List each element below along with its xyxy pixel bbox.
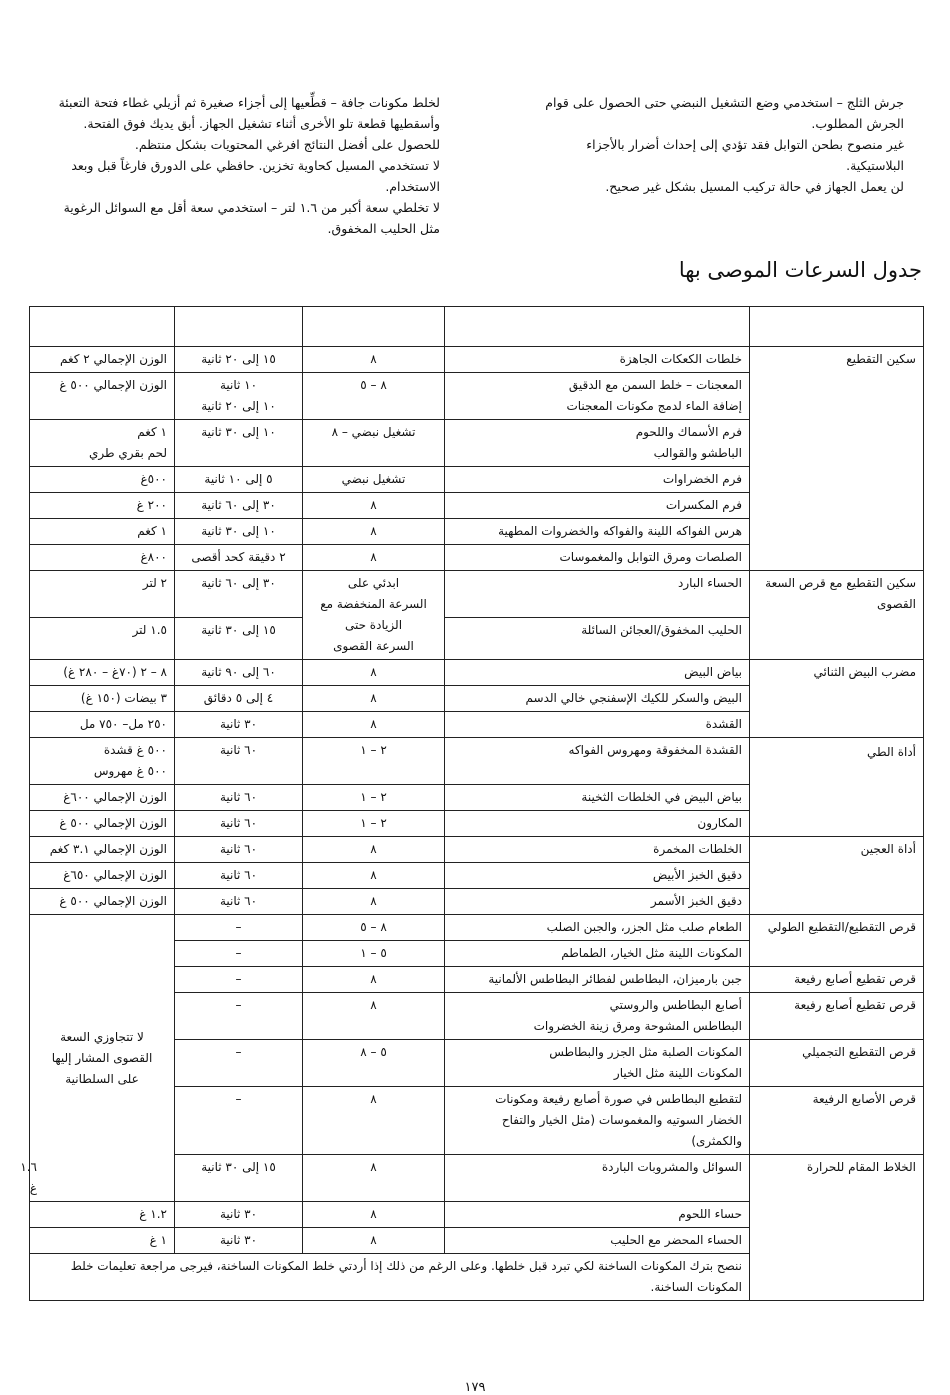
qty-cell: الوزن الإجمالي ٥٠٠ غ xyxy=(30,889,175,915)
qty-cell: ٨ – ٢ (٧٠غ – ٢٨٠ غ) xyxy=(30,660,175,686)
speed-cell: ٨ xyxy=(303,545,445,571)
time-cell: – xyxy=(175,915,303,941)
intro-line: البلاستيكية. xyxy=(846,158,904,173)
tool-cell: سكين التقطيع مع قرص السعة القصوى xyxy=(750,571,924,660)
speed-cell: ٨ xyxy=(303,1087,445,1155)
speed-cell: ٨ xyxy=(303,993,445,1040)
speed-cell: تشغيل نبضي xyxy=(303,467,445,493)
food-cell: فرم المكسرات xyxy=(445,493,750,519)
food-cell: دقيق الخبز الأبيض xyxy=(445,863,750,889)
page-number: ١٧٩ xyxy=(464,1380,486,1395)
food-cell: القشدة xyxy=(445,712,750,738)
time-cell: ٣٠ إلى ٦٠ ثانية xyxy=(175,571,303,618)
food-cell: خلطات الكعكات الجاهزة xyxy=(445,347,750,373)
qty-cell: ٥٠٠غ xyxy=(30,467,175,493)
page-title: جدول السرعات الموصى بها xyxy=(678,258,922,282)
tool-cell: أداة العجين xyxy=(750,837,924,915)
time-cell: ٣٠ إلى ٦٠ ثانية xyxy=(175,493,303,519)
intro-line: جرش الثلج – استخدمي وضع التشغيل النبضي حتى الحصول على قوام xyxy=(545,95,904,110)
time-cell: ٦٠ ثانية xyxy=(175,738,303,785)
qty-cell: ٨٠٠غ xyxy=(30,545,175,571)
speed-cell: ٨ xyxy=(303,967,445,993)
qty-cell: ٣ بيضات (١٥٠ غ) xyxy=(30,686,175,712)
qty-cell: الوزن الإجمالي ٦٠٠غ xyxy=(30,785,175,811)
time-cell: ٦٠ إلى ٩٠ ثانية xyxy=(175,660,303,686)
speed-cell: ٢ – ١ xyxy=(303,811,445,837)
qty-cell: الوزن الإجمالي ٥٠٠ غ xyxy=(30,373,175,420)
speed-cell: ٨ xyxy=(303,863,445,889)
food-cell: البيض والسكر للكيك الإسفنجي خالي الدسم xyxy=(445,686,750,712)
tool-cell: قرص التقطيع التجميلي xyxy=(750,1040,924,1087)
tool-cell: الخلاط المقام للحرارة xyxy=(750,1155,924,1301)
qty-cell: الوزن الإجمالي ٦٥٠غ xyxy=(30,863,175,889)
time-cell: ٢ دقيقة كحد أقصى xyxy=(175,545,303,571)
time-cell: ١٥ إلى ٣٠ ثانية xyxy=(175,618,303,660)
food-cell: الحليب المخفوق/العجائن السائلة xyxy=(445,618,750,660)
speed-cell: ٨ xyxy=(303,1155,445,1202)
intro-line: للحصول على أفضل النتائج افرغي المحتويات بشكل منتظم. xyxy=(134,137,440,152)
speed-cell: ٨ xyxy=(303,686,445,712)
food-cell: فرم الأسماك واللحوم الباطشو والقوالب xyxy=(445,420,750,467)
tool-cell: قرص تقطيع أصابع رفيعة xyxy=(750,993,924,1040)
tool-cell: قرص التقطيع/التقطيع الطولي xyxy=(750,915,924,967)
qty-cell: ١ غ xyxy=(30,1228,175,1254)
time-cell: ١٠ ثانية ١٠ إلى ٢٠ ثانية xyxy=(175,373,303,420)
food-cell: أصابع البطاطس والروستي البطاطس المشوحة ومرق زينة الخضروات xyxy=(445,993,750,1040)
qty-cell: الوزن الإجمالي ٢ كغم xyxy=(30,347,175,373)
speed-cell: ٨ – ٥ xyxy=(303,915,445,941)
speed-cell: ٨ xyxy=(303,889,445,915)
tool-cell: سكين التقطيع xyxy=(750,347,924,571)
food-cell: الحساء المحضر مع الحليب xyxy=(445,1228,750,1254)
qty-cell: ٢ لتر xyxy=(30,571,175,618)
table-row xyxy=(30,915,924,941)
qty-cell: ١ كغم xyxy=(30,519,175,545)
time-cell: ٦٠ ثانية xyxy=(175,863,303,889)
tool-cell: مضرب البيض الثنائي xyxy=(750,660,924,738)
speed-table xyxy=(20,306,924,1301)
intro-line: لا تستخدمي المسيل كحاوية تخزين. حافظي على الدورق فارغاً قبل وبعد xyxy=(71,158,440,173)
time-cell: ٦٠ ثانية xyxy=(175,811,303,837)
qty-cell: ١.٢ غ xyxy=(30,1202,175,1228)
time-cell: ٤ إلى ٥ دقائق xyxy=(175,686,303,712)
food-cell: جبن بارميزان، البطاطس لفطائر البطاطس الألمانية xyxy=(445,967,750,993)
food-cell: المكونات اللينة مثل الخيار، الطماطم xyxy=(445,941,750,967)
speed-cell: تشغيل نبضي – ٨ xyxy=(303,420,445,467)
intro-line: غير منصوح بطحن التوابل فقد تؤدي إلى إحداث أضرار بالأجزاء xyxy=(586,137,904,152)
header-cell xyxy=(445,307,750,347)
header-cell xyxy=(303,307,445,347)
qty-cell: ١ كغم لحم بقري طري xyxy=(30,420,175,467)
food-cell: الحساء البارد xyxy=(445,571,750,618)
table-header-row xyxy=(30,307,924,347)
speed-cell: ٨ xyxy=(303,712,445,738)
speed-cell: ٥ – ٨ xyxy=(303,1040,445,1087)
food-cell: فرم الخضراوات xyxy=(445,467,750,493)
intro-line: لخلط مكونات جافة – قطِّعيها إلى أجزاء صغيرة ثم أزيلي غطاء فتحة التعبئة xyxy=(58,95,440,110)
time-cell: ٥ إلى ١٠ ثانية xyxy=(175,467,303,493)
header-cell xyxy=(175,307,303,347)
header-cell xyxy=(750,307,924,347)
time-cell: – xyxy=(175,967,303,993)
intro-line: الجرش المطلوب. xyxy=(811,116,904,131)
tool-cell: قرص الأصابع الرفيعة xyxy=(750,1087,924,1155)
intro-line: وأسقطيها قطعة تلو الأخرى أثناء تشغيل الجهاز. أبق يديك فوق الفتحة. xyxy=(83,116,440,131)
speed-cell: ٨ xyxy=(303,1202,445,1228)
intro-line: مثل الحليب المخفوق. xyxy=(327,221,440,236)
time-cell: – xyxy=(175,941,303,967)
speed-cell: ابدئي على السرعة المنخفضة مع الزيادة حتى السرعة القصوى xyxy=(303,571,445,660)
time-cell: ١٠ إلى ٣٠ ثانية xyxy=(175,519,303,545)
food-cell: الطعام صلب مثل الجزر، والجبن الصلب xyxy=(445,915,750,941)
time-cell: ١٥ إلى ٣٠ ثانية xyxy=(175,1155,303,1202)
time-cell: ١٠ إلى ٣٠ ثانية xyxy=(175,420,303,467)
speed-cell: ٨ xyxy=(303,347,445,373)
time-cell: ٦٠ ثانية xyxy=(175,785,303,811)
food-cell: الصلصات ومرق التوابل والمغموسات xyxy=(445,545,750,571)
qty-cell: ٥٠٠ غ قشدة ٥٠٠ غ مهروس xyxy=(30,738,175,785)
tool-cell: أداة الطي xyxy=(750,738,924,837)
speed-cell: ٨ xyxy=(303,1228,445,1254)
intro-line: الاستخدام. xyxy=(385,179,440,194)
header-cell xyxy=(30,307,175,347)
speed-cell: ٨ – ٥ xyxy=(303,373,445,420)
speed-cell: ٨ xyxy=(303,837,445,863)
food-cell: هرس الفواكه اللينة والفواكه والخضروات المطهية xyxy=(445,519,750,545)
food-cell: دقيق الخبز الأسمر xyxy=(445,889,750,915)
qty-cell: ٢٥٠ مل– ٧٥٠ مل xyxy=(30,712,175,738)
intro-notes-right xyxy=(484,92,904,197)
table-row xyxy=(30,660,924,686)
food-cell: بياض البيض xyxy=(445,660,750,686)
table-row xyxy=(30,837,924,863)
qty-cell: ٢٠٠ غ xyxy=(30,493,175,519)
qty-cell: الوزن الإجمالي ٥٠٠ غ xyxy=(30,811,175,837)
speed-cell: ٨ xyxy=(303,493,445,519)
speed-cell: ٨ xyxy=(303,660,445,686)
tool-cell: قرص تقطيع أصابع رفيعة xyxy=(750,967,924,993)
food-cell: المكونات الصلبة مثل الجزر والبطاطس المكونات اللينة مثل الخيار xyxy=(445,1040,750,1087)
table-row xyxy=(30,347,924,373)
food-cell: المعجنات – خلط السمن مع الدقيق إضافة الماء لدمج مكونات المعجنات xyxy=(445,373,750,420)
food-cell: بياض البيض في الخلطات الثخينة xyxy=(445,785,750,811)
time-cell: ٣٠ ثانية xyxy=(175,1202,303,1228)
food-cell: السوائل والمشروبات الباردة xyxy=(445,1155,750,1202)
time-cell: ٣٠ ثانية xyxy=(175,1228,303,1254)
time-cell: ٦٠ ثانية xyxy=(175,889,303,915)
table-row xyxy=(30,738,924,785)
intro-line: لا تخلطي سعة أكبر من ١.٦ لتر – استخدمي سعة أقل مع السوائل الرغوية xyxy=(63,200,440,215)
speed-cell: ٥ – ١ xyxy=(303,941,445,967)
speed-cell: ٨ xyxy=(303,519,445,545)
food-cell: حساء اللحوم xyxy=(445,1202,750,1228)
food-cell: القشدة المخفوقة ومهروس الفواكه xyxy=(445,738,750,785)
table-row: الخلاط المقام للحرارة السوائل والمشروبات الباردة ٨ ١٥ إلى ٣٠ ثانية ١.٦ غ xyxy=(30,1155,924,1202)
time-cell: ٦٠ ثانية xyxy=(175,837,303,863)
qty-cell: الوزن الإجمالي ٣.١ كغم xyxy=(30,837,175,863)
time-cell: – xyxy=(175,993,303,1040)
time-cell: ١٥ إلى ٢٠ ثانية xyxy=(175,347,303,373)
intro-line: لن يعمل الجهاز في حالة تركيب المسيل بشكل غير صحيح. xyxy=(605,179,904,194)
intro-notes-left xyxy=(30,92,440,239)
heat-note: ننصح بترك المكونات الساخنة لكي تبرد قبل خلطها. وعلى الرغم من ذلك إذا أردتي خلط المكونات الساخنة، فيرجى مراجعة تعليمات خلط المكونات الساخنة. xyxy=(30,1254,750,1301)
speed-cell: ٢ – ١ xyxy=(303,738,445,785)
food-cell: لتقطيع البطاطس في صورة أصابع رفيعة ومكونات الخضار السوتيه والمغموسات (مثل الخيار والتفاح والكمثرى) xyxy=(445,1087,750,1155)
food-cell: المكارون xyxy=(445,811,750,837)
table-row xyxy=(30,571,924,618)
time-cell: – xyxy=(175,1040,303,1087)
time-cell: ٣٠ ثانية xyxy=(175,712,303,738)
qty-cell: ١.٥ لتر xyxy=(30,618,175,660)
speed-cell: ٢ – ١ xyxy=(303,785,445,811)
time-cell: – xyxy=(175,1087,303,1155)
qty-cell: لا تتجاوزي السعة القصوى المشار إليها على السلطانية xyxy=(30,915,175,1202)
food-cell: الخلطات المخمرة xyxy=(445,837,750,863)
